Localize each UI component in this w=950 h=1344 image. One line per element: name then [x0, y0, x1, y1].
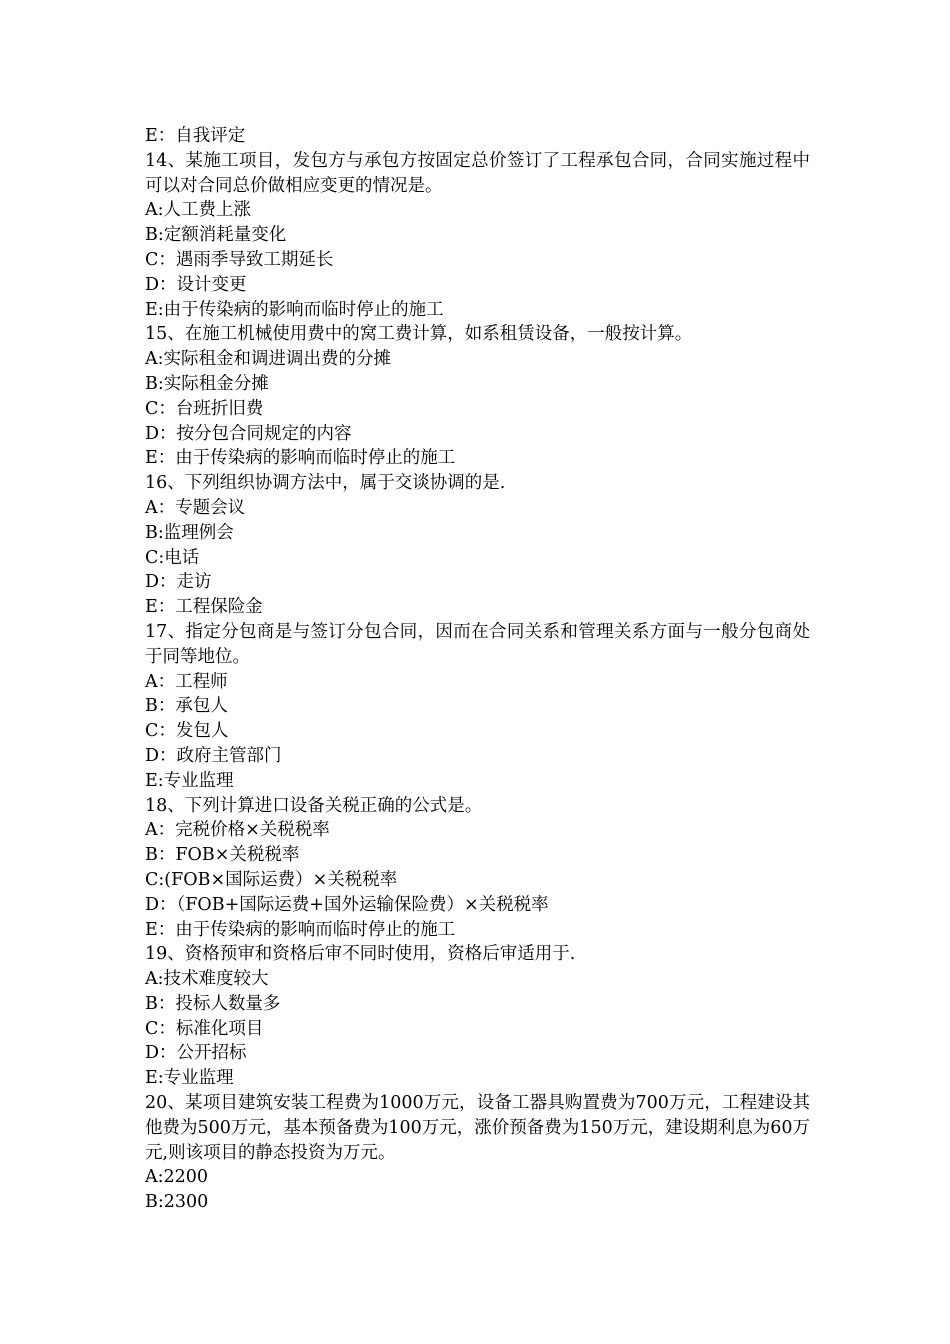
option-text: D：设计变更 — [145, 274, 247, 295]
option-text: D：按分包合同规定的内容 — [145, 423, 352, 444]
option-text: C:(FOB×国际运费）×关税税率 — [145, 869, 398, 890]
option-text: C：台班折旧费 — [145, 398, 264, 419]
option-text: E:由于传染病的影响而临时停止的施工 — [145, 299, 444, 320]
question-text: 20、某项目建筑安装工程费为1000万元，设备工器具购置费为700万元，工程建设其他费为500万元，基本预备费为100万元，涨价预备费为150万元，建设期利息为60万元,则该项目的静态投资为万元。 — [145, 1093, 810, 1163]
option-text: C：标准化项目 — [145, 1018, 264, 1039]
document-page — [145, 124, 810, 1215]
question-text: 17、指定分包商是与签订分包合同，因而在合同关系和管理关系方面与一般分包商处于同等地位。 — [145, 621, 810, 667]
option-text: A:2200 — [145, 1167, 209, 1188]
question-text: 15、在施工机械使用费中的窝工费计算，如系租赁设备，一般按计算。 — [145, 324, 693, 345]
option-text: E:专业监理 — [145, 1068, 234, 1089]
option-text: E：工程保险金 — [145, 597, 263, 618]
option-text: D：公开招标 — [145, 1043, 247, 1064]
option-text: A：工程师 — [145, 671, 228, 692]
option-text: A：专题会议 — [145, 497, 246, 518]
option-text: B:定额消耗量变化 — [145, 225, 287, 246]
option-text: E：由于传染病的影响而临时停止的施工 — [145, 919, 456, 940]
option-text: C：发包人 — [145, 721, 229, 742]
option-text: B：承包人 — [145, 696, 228, 717]
option-text: B：投标人数量多 — [145, 993, 281, 1014]
option-text: C：遇雨季导致工期延长 — [145, 249, 334, 270]
option-text: D：走访 — [145, 572, 212, 593]
option-text: E:专业监理 — [145, 770, 234, 791]
question-text: 14、某施工项目，发包方与承包方按固定总价签订了工程承包合同，合同实施过程中可以对合同总价做相应变更的情况是。 — [145, 150, 810, 196]
option-text: A:实际租金和调进调出费的分摊 — [145, 349, 392, 370]
option-text: E：由于传染病的影响而临时停止的施工 — [145, 448, 456, 469]
option-text: A:人工费上涨 — [145, 200, 252, 221]
option-text: B:2300 — [145, 1192, 209, 1213]
option-text: A:技术难度较大 — [145, 969, 269, 990]
option-text: B：FOB×关税税率 — [145, 845, 300, 866]
option-text: D：（FOB+国际运费+国外运输保险费）×关税税率 — [145, 894, 549, 915]
option-text: B:实际租金分摊 — [145, 373, 269, 394]
option-text: E：自我评定 — [145, 126, 246, 146]
option-text: C:电话 — [145, 547, 200, 568]
option-text: D：政府主管部门 — [145, 745, 282, 766]
option-text: A：完税价格×关税税率 — [145, 820, 330, 841]
question-text: 19、资格预审和资格后审不同时使用，资格后审适用于. — [145, 944, 576, 965]
question-text: 18、下列计算进口设备关税正确的公式是。 — [145, 795, 483, 816]
option-text: B:监理例会 — [145, 522, 234, 543]
question-text: 16、下列组织协调方法中，属于交谈协调的是. — [145, 473, 506, 494]
